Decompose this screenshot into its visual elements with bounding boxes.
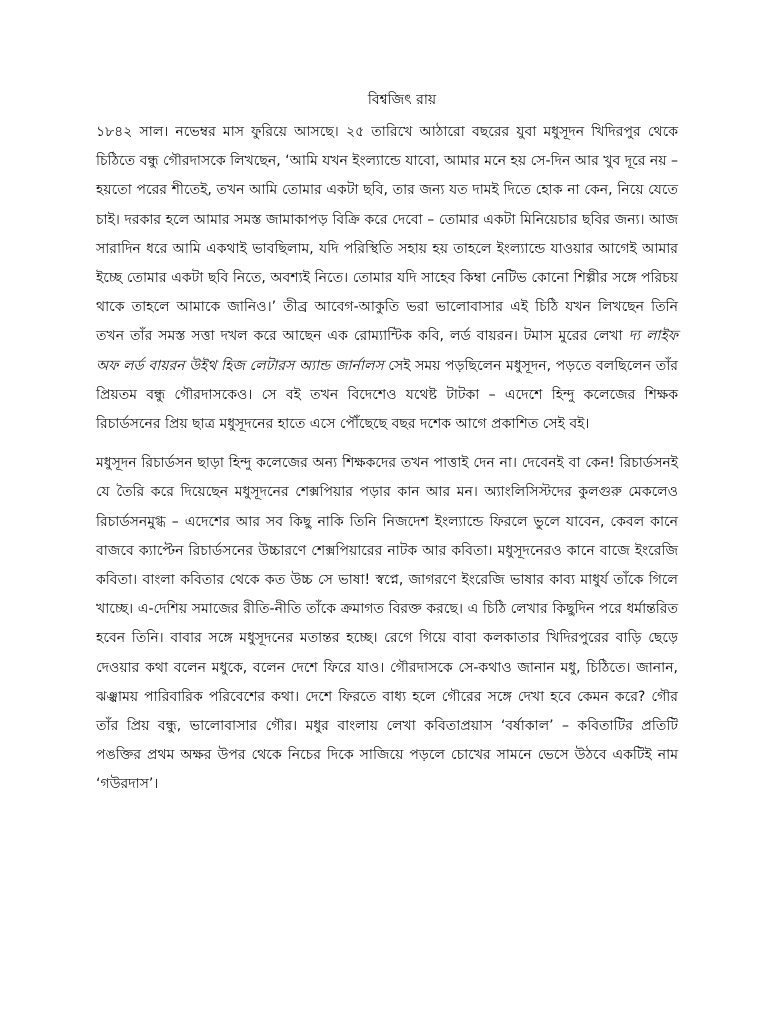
paragraph-2: মধুসূদন রিচার্ডসন ছাড়া হিন্দু কলেজের অন্য শিক্ষকদের তখন পাত্তাই দেন না। দেবেনই বা কেন! রিচার্ডসনই যে তৈরি করে দিয়েছেন মধুসূদনের শেক্সপিয়ার পড়ার কান আর মন। অ্যাংলিসিস্টদের কুলগুরু মেকলেও রিচার্ডসনমুগ্ধ – এদেশের আর সব কিছু নাকি তিনি নিজদেশ ইংল্যান্ডে ফিরলে ভুলে যাবেন, কেবল কানে বাজবে ক্যাপ্টেন রিচার্ডসনের উচ্চারণে শেক্সপিয়ারের নাটক আর কবিতা। মধুসূদনেরও কানে বাজে ইংরেজি কবিতা। বাংলা কবিতার থেকে কত উচ্চ সে ভাষা! স্বপ্নে, জাগরণে ইংরেজি ভাষার কাব্য মাধুর্য তাঁকে গিলে খাচ্ছে। এ-দেশিয় সমাজের রীতি-নীতি তাঁকে ক্রমাগত বিরক্ত করছে। এ চিঠি লেখার কিছুদিন পরে ধর্মান্তরিত হবেন তিনি। বাবার সঙ্গে মধুসূদনের মতান্তর হচ্ছে। রেগে গিয়ে বাবা কলকাতার খিদিরপুরের বাড়ি ছেড়ে দেওয়ার কথা বলেন মধুকে, বলেন দেশে ফিরে যাও। গৌরদাসকে সে-কথাও জানান মধু, চিঠিতে। জানান, ঝঞ্ঝাময় পারিবারিক পরিবেশের কথা। দেশে ফিরতে বাধ্য হলে গৌরের সঙ্গে দেখা হবে কেমন করে? গৌর তাঁর প্রিয় বন্ধু, ভালোবাসার গৌর। মধুর বাংলায় লেখা কবিতাপ্রয়াস ‘বর্ষাকাল’ – কবিতাটির প্রতিটি পঙক্তির প্রথম অক্ষর উপর থেকে নিচের দিকে সাজিয়ে পড়লে চোখের সামনে ভেসে উঠবে একটিই নাম ‘গউরদাস’। (96, 455, 678, 793)
book-title: দ্য লাইফ অফ লর্ড বায়রন উইথ হিজ লেটারস অ্যান্ড জার্নালস (96, 328, 678, 374)
paragraph-1-text-a: ১৮৪২ সাল। নভেম্বর মাস ফুরিয়ে আসছে। ২৫ তারিখে আঠারো বছরের যুবা মধুসূদন খিদিরপুর থেকে চিঠিতে বন্ধু গৌরদাসকে লিখছেন, ‘আমি যখন ইংল্যান্ডে যাবো, আমার মনে হয় সে-দিন আর খুব দূরে নয় – হয়তো পরের শীতেই, তখন আমি তোমার একটা ছবি, তার জন্য যত দামই দিতে হোক না কেন, নিয়ে যেতে চাই। দরকার হলে আমার সমস্ত জামাকাপড় বিক্রি করে দেবো – তোমার একটা মিনিয়েচার ছবির জন্য। আজ সারাদিন ধরে আমি একথাই ভাবছিলাম, যদি পরিস্থিতি সহায় হয় তাহলে ইংল্যান্ডে যাওয়ার আগেই আমার ইচ্ছে তোমার একটা ছবি নিতে, অবশ্যই নিতে। তোমার যদি সাহেব কিম্বা নেটিভ কোনো শিল্পীর সঙ্গে পরিচয় থাকে তাহলে আমাকে জানিও।’ তীব্র আবেগ-আকুতি ভরা ভালোবাসার এই চিঠি যখন লিখছেন তিনি তখন তাঁর সমস্ত সত্তা দখল করে আছেন এক রোম্যান্টিক কবি, লর্ড বায়রন। টমাস মুরের লেখা (96, 124, 678, 345)
paragraph-1-text-b: সেই সময় পড়ছিলেন মধুসূদন, পড়তে বলছিলেন তাঁর প্রিয়তম বন্ধু গৌরদাসকেও। সে বই তখন বিদেশেও যথেষ্ট টাটকা – এদেশে হিন্দু কলেজের শিক্ষক রিচার্ডসনের প্রিয় ছাত্র মধুসূদনের হাতে এসে পৌঁছেছে বছর দশেক আগে প্রকাশিত সেই বই। (96, 357, 678, 433)
paragraph-1 (96, 118, 678, 439)
author-name: বিশ্বজিৎ রায় (367, 92, 437, 108)
document-page (96, 88, 678, 800)
